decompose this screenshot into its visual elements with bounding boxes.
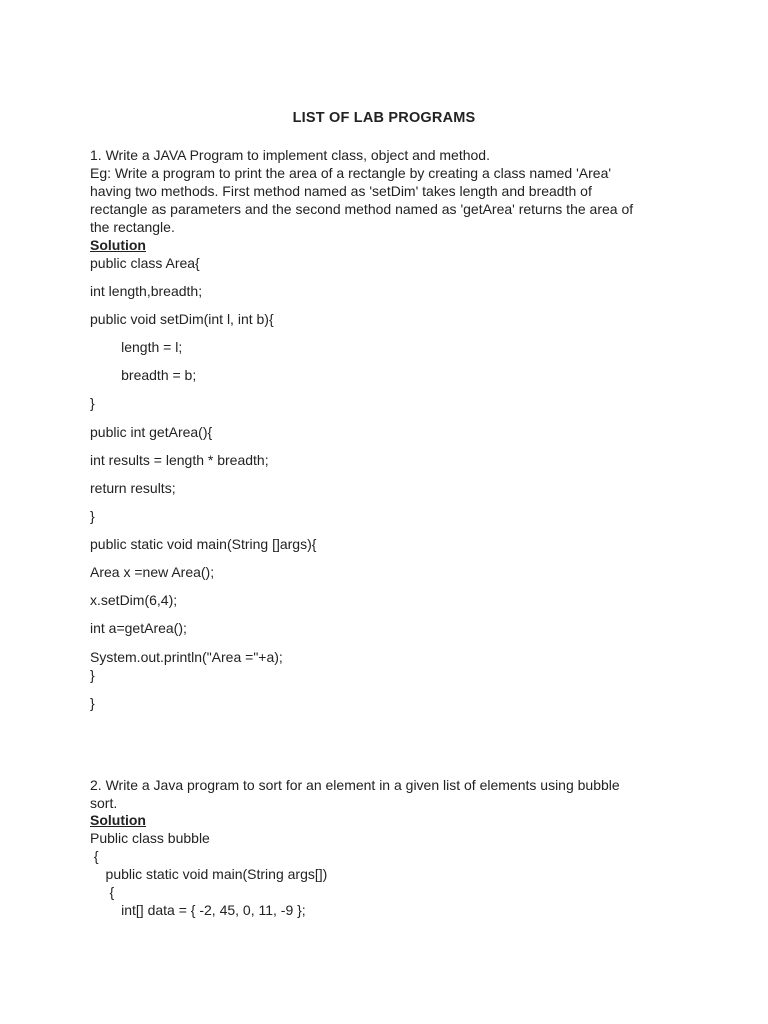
program1-code-line: x.setDim(6,4); xyxy=(90,592,178,608)
program2-code-line: int[] data = { -2, 45, 0, 11, -9 }; xyxy=(90,902,306,918)
program2-heading-line: sort. xyxy=(90,795,118,811)
program1-code-line: System.out.println("Area ="+a); xyxy=(90,649,283,665)
program1-code-line: int a=getArea(); xyxy=(90,620,187,636)
program1-code-line: length = l; xyxy=(90,339,183,355)
program1-code-line: breadth = b; xyxy=(90,367,197,383)
program2-code-line: Public class bubble xyxy=(90,830,210,846)
program1-description-line: Eg: Write a program to print the area of a rectangle by creating a class named 'Area' xyxy=(90,165,612,181)
program1-description-line: the rectangle. xyxy=(90,219,175,235)
program2-code-line: public static void main(String args[]) xyxy=(90,866,328,882)
program2-heading-line: 2. Write a Java program to sort for an element in a given list of elements using bubble xyxy=(90,777,620,793)
program1-solution-label: Solution xyxy=(90,237,146,253)
program1-code-line: } xyxy=(90,508,95,524)
program2-code-line: { xyxy=(90,848,99,864)
program1-code-line: public void setDim(int l, int b){ xyxy=(90,311,274,327)
program1-code-line: return results; xyxy=(90,480,176,496)
program1-description-line: having two methods. First method named as 'setDim' takes length and breadth of xyxy=(90,183,592,199)
document-title: LIST OF LAB PROGRAMS xyxy=(292,110,476,126)
program1-code-line: public int getArea(){ xyxy=(90,424,213,440)
program1-code-line: int length,breadth; xyxy=(90,283,203,299)
program2-code-line: { xyxy=(90,884,115,900)
program1-code-line: Area x =new Area(); xyxy=(90,564,215,580)
program1-heading: 1. Write a JAVA Program to implement class, object and method. xyxy=(90,147,490,163)
program1-description-line: rectangle as parameters and the second method named as 'getArea' returns the area of xyxy=(90,201,634,217)
program1-code-line: public static void main(String []args){ xyxy=(90,536,317,552)
program1-code-line: } xyxy=(90,667,95,683)
program1-code-line: } xyxy=(90,395,95,411)
program2-solution-label: Solution xyxy=(90,812,146,828)
program1-code-line: } xyxy=(90,695,95,711)
program1-code-line: int results = length * breadth; xyxy=(90,452,269,468)
program1-code-line: public class Area{ xyxy=(90,255,200,271)
